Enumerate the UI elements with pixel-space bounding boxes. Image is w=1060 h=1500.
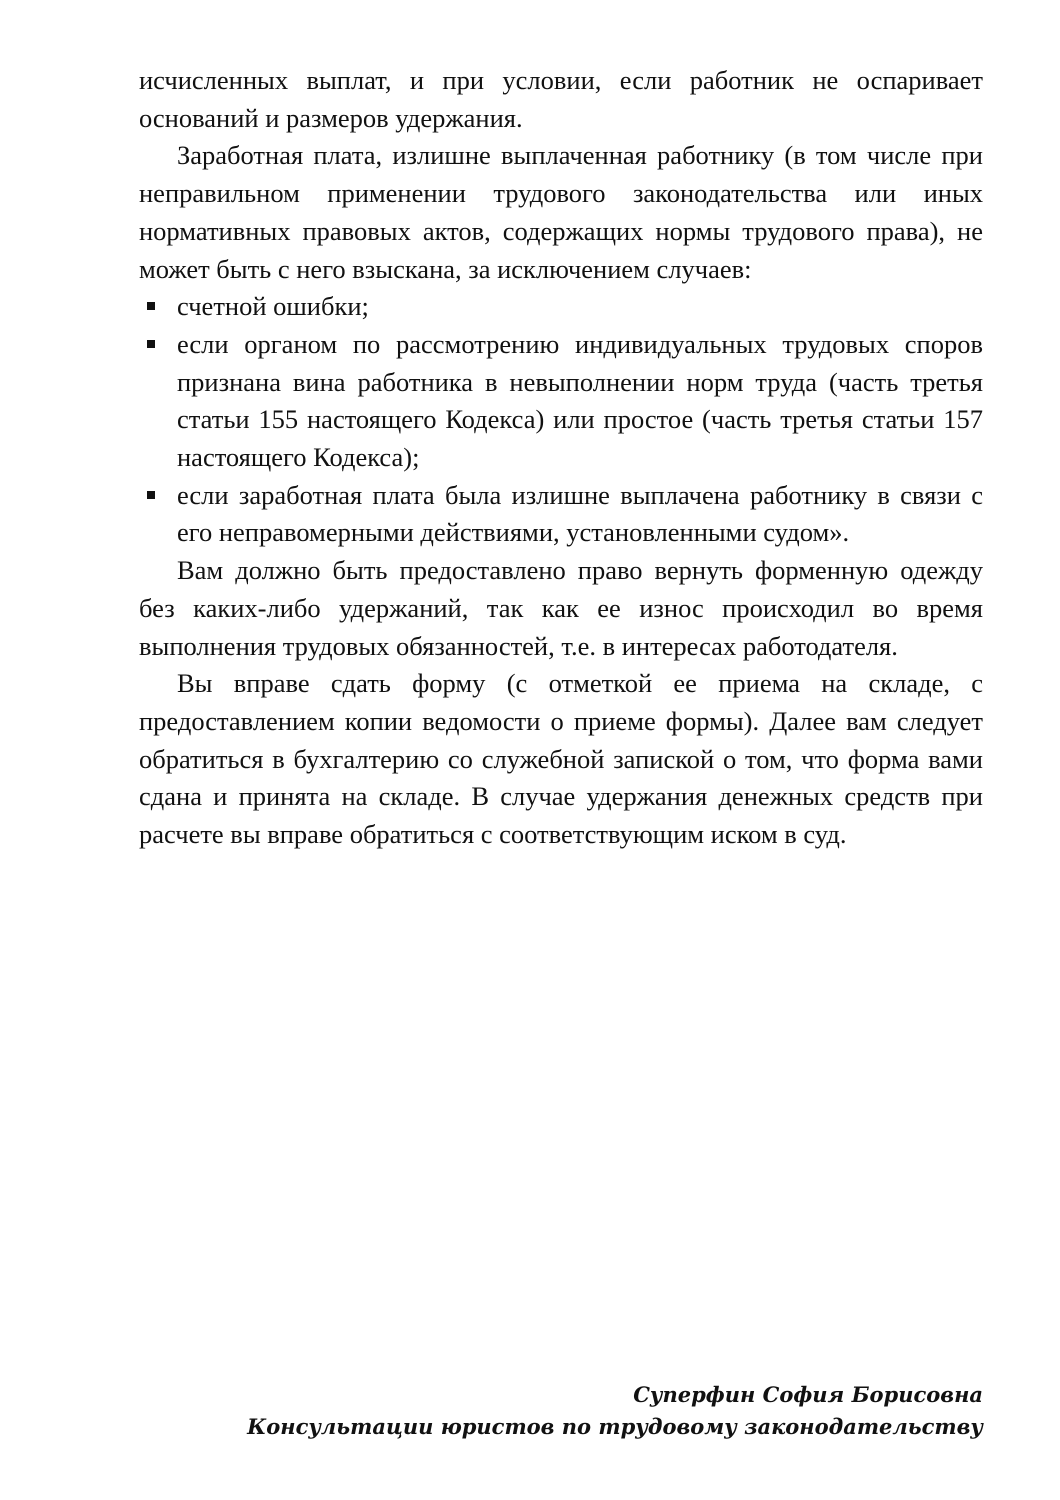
square-bullet-icon — [147, 340, 155, 348]
list-item-text: счетной ошибки; — [177, 291, 369, 322]
list-item — [139, 326, 983, 477]
square-bullet-icon — [147, 491, 155, 499]
list-item — [139, 288, 983, 326]
author-name: Суперфин София Борисовна — [633, 1382, 983, 1407]
paragraph-continuation: исчисленных выплат, и при условии, если работник не оспаривает оснований и размеров удержания. — [139, 65, 983, 133]
document-body — [139, 62, 983, 854]
list-item-text: если органом по рассмотрению индивидуальных трудовых споров признана вина работника в невыполнении норм труда (часть третья статьи 155 настоящего Кодекса) или простое (часть третья статьи 157 настоящего Кодекса); — [177, 328, 983, 473]
list-item — [139, 477, 983, 552]
square-bullet-icon — [147, 302, 155, 310]
paragraph-procedure: Вы вправе сдать форму (с отметкой ее приема на складе, с предоставлением копии ведомости о приеме формы). Далее вам следует обратиться в бухгалтерию со служебной запиской о том, что форма вами сдана и принята на складе. В случае удержания денежных средств при расчете вы вправе обратиться с соответствующим иском в суд. — [139, 668, 983, 850]
exceptions-list — [139, 288, 983, 552]
author-subtitle: Консультации юристов по трудовому законодательству — [247, 1414, 983, 1439]
list-item-text: если заработная плата была излишне выплачена работнику в связи с его неправомерными действиями, установленными судом». — [177, 479, 983, 548]
paragraph-return-uniform: Вам должно быть предоставлено право вернуть форменную одежду без каких-либо удержаний, так как ее износ происходил во время выполнения трудовых обязанностей, т.е. в интересах работодателя. — [139, 555, 983, 661]
signature-block — [247, 1379, 983, 1443]
paragraph-salary-overpayment: Заработная плата, излишне выплаченная работнику (в том числе при неправильном применении трудового законодательства или иных нормативных правовых актов, содержащих нормы трудового права), не может быть с него взыскана, за исключением случаев: — [139, 140, 983, 284]
